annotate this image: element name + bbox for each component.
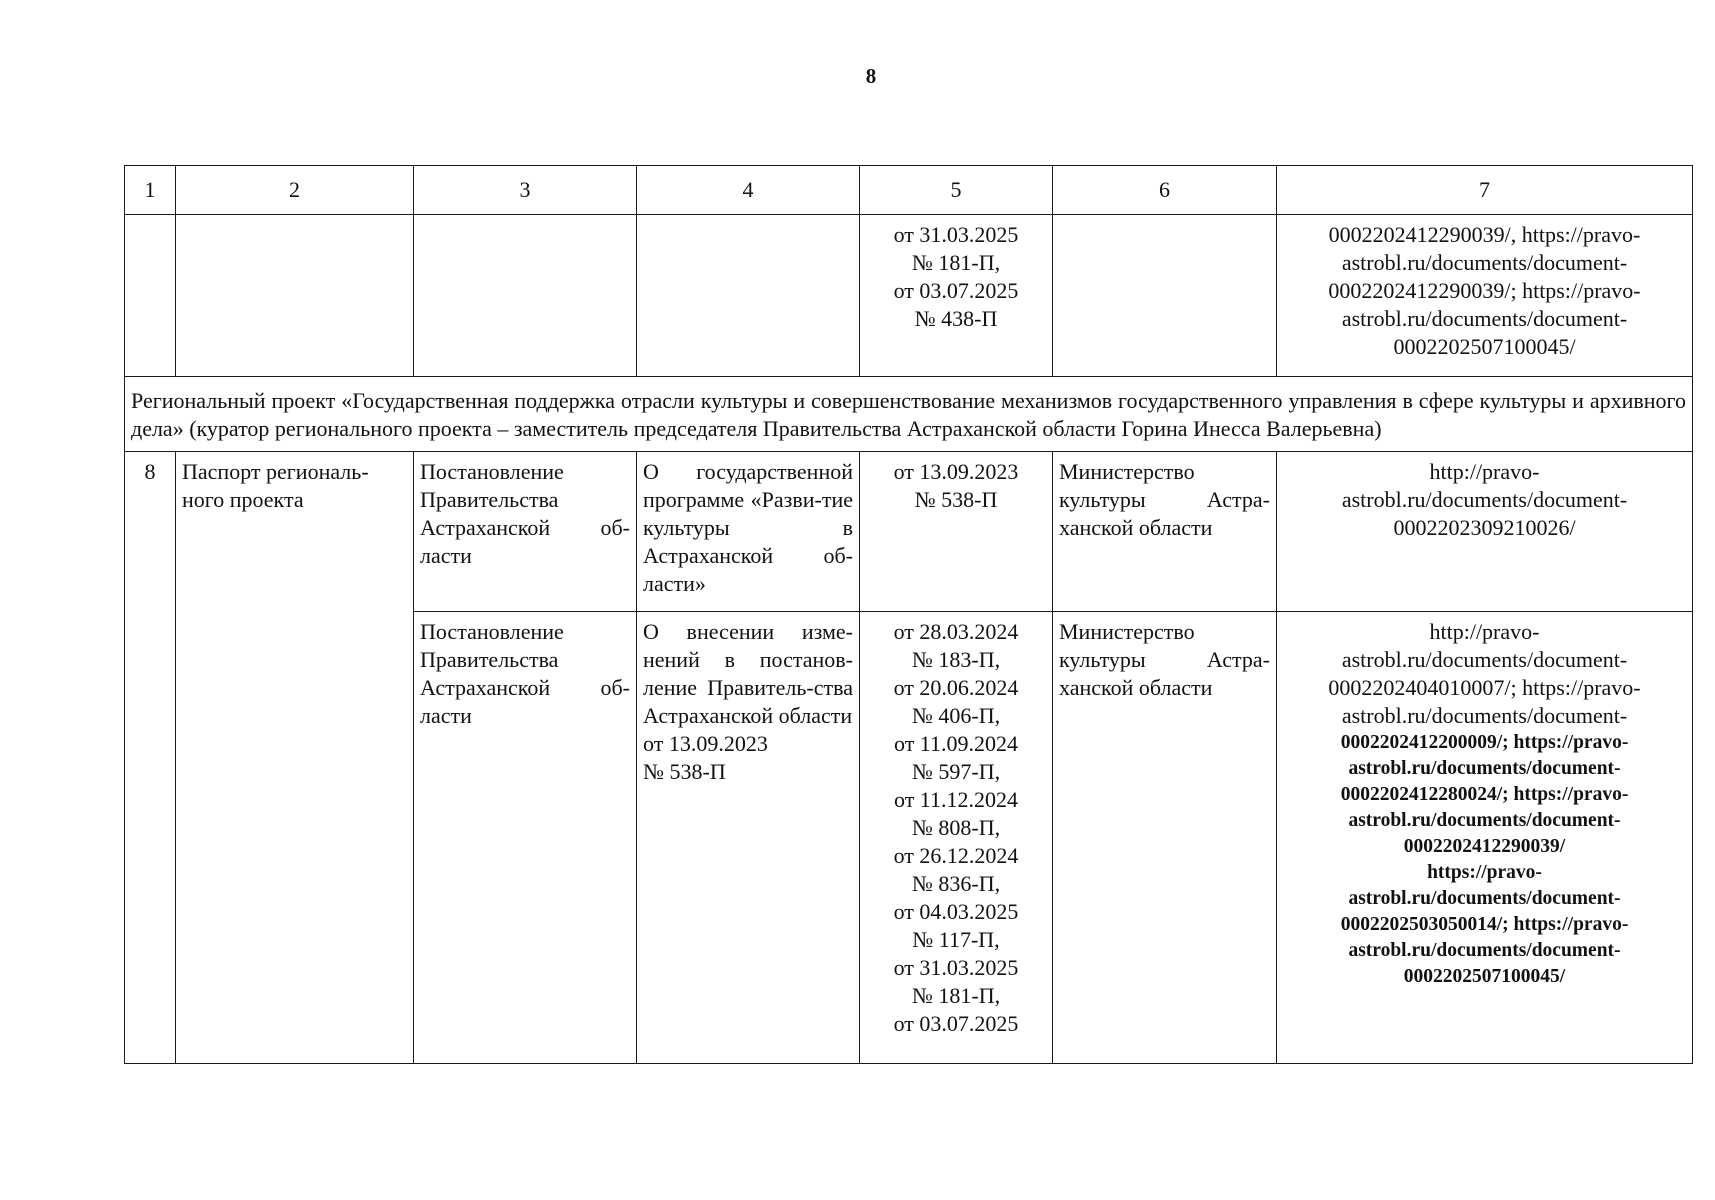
header-cell: 6 — [1053, 166, 1277, 215]
link-line: astrobl.ru/documents/document- — [1348, 758, 1621, 779]
link-line: astrobl.ru/documents/document- — [1348, 940, 1621, 961]
date-line: от 31.03.2025 — [893, 955, 1019, 980]
doc-title-number: № 538-П — [643, 759, 726, 784]
date-line: № 117-П, — [912, 927, 1000, 952]
link-line: astrobl.ru/documents/document- — [1341, 306, 1628, 331]
link-line: http://pravo- — [1429, 619, 1540, 644]
link-line: 0002202412280024/; https://pravo- — [1340, 784, 1629, 805]
empty-cell — [637, 215, 860, 377]
document-table — [124, 165, 1693, 1064]
empty-cell — [1053, 215, 1277, 377]
date-line: от 26.12.2024 — [893, 843, 1019, 868]
link-line: 0002202412290039/, https://pravo- — [1328, 222, 1641, 247]
link-line: 0002202309210026/ — [1393, 515, 1576, 540]
link-line: 0002202507100045/ — [1393, 334, 1576, 359]
doc-title-date: от 13.09.2023 — [643, 731, 768, 756]
link-line: astrobl.ru/documents/document- — [1348, 888, 1621, 909]
table-header-row — [125, 166, 1693, 215]
link-line: https://pravo- — [1427, 862, 1542, 883]
date-line: от 11.09.2024 — [893, 731, 1018, 756]
link-line: astrobl.ru/documents/document- — [1341, 487, 1628, 512]
doc-title-cell — [637, 612, 860, 1064]
date-line: № 406-П, — [911, 703, 1001, 728]
date-line: № 597-П, — [911, 759, 1001, 784]
header-cell: 1 — [125, 166, 176, 215]
doc-title-text: О внесении изме-нений в постанов-ление Правитель-ства Астраханской области — [643, 619, 853, 728]
date-line: от 31.03.2025 — [893, 222, 1019, 247]
link-line: 0002202412200009/; https://pravo- — [1340, 732, 1629, 753]
header-cell: 3 — [414, 166, 637, 215]
link-line: 0002202412290039/; https://pravo- — [1328, 278, 1641, 303]
date-line: № 808-П, — [911, 815, 1001, 840]
link-line: 0002202404010007/; https://pravo- — [1328, 675, 1641, 700]
date-line: от 13.09.2023 — [893, 459, 1019, 484]
empty-cell — [125, 215, 176, 377]
page-number: 8 — [865, 64, 877, 88]
date-line: от 03.07.2025 — [893, 278, 1019, 303]
doc-type-cell: Постановление Правительства Астраханской об-ласти — [414, 452, 637, 612]
date-line: № 181-П, — [911, 250, 1001, 275]
doc-title-cell: О государственной программе «Разви-тие культуры в Астраханской об-ласти» — [637, 452, 860, 612]
link-line: 0002202412290039/ — [1403, 836, 1566, 857]
header-cell: 2 — [176, 166, 414, 215]
header-cell: 4 — [637, 166, 860, 215]
row-number: 8 — [125, 452, 176, 1064]
empty-cell — [176, 215, 414, 377]
table-row — [125, 215, 1693, 377]
link-line: astrobl.ru/documents/document- — [1341, 703, 1628, 728]
date-line: № 836-П, — [911, 871, 1001, 896]
document-name: Паспорт региональ-ного проекта — [176, 452, 414, 1064]
empty-cell — [414, 215, 637, 377]
section-row — [125, 377, 1693, 452]
date-line: № 183-П, — [911, 647, 1001, 672]
dates-cell — [860, 215, 1053, 377]
link-line: astrobl.ru/documents/document- — [1341, 647, 1628, 672]
agency-cell: Министерство культуры Астра-ханской области — [1053, 612, 1277, 1064]
date-line: № 438-П — [914, 306, 998, 331]
dates-cell — [860, 452, 1053, 612]
date-line: № 538-П — [914, 487, 998, 512]
link-line: astrobl.ru/documents/document- — [1341, 250, 1628, 275]
section-title: Региональный проект «Государственная поддержка отрасли культуры и совершенствование механизмов государственного управления в сфере культуры и архивного дела» (куратор регионального проекта – заместитель председателя Правительства Астраханской области Горина Инесса Валерьевна) — [125, 377, 1693, 452]
date-line: от 20.06.2024 — [893, 675, 1019, 700]
date-line: от 28.03.2024 — [893, 619, 1019, 644]
date-line: от 03.07.2025 — [893, 1011, 1019, 1036]
header-cell: 7 — [1277, 166, 1693, 215]
agency-cell: Министерство культуры Астра-ханской области — [1053, 452, 1277, 612]
link-line: 0002202503050014/; https://pravo- — [1340, 914, 1629, 935]
date-line: № 181-П, — [911, 983, 1001, 1008]
date-line: от 11.12.2024 — [893, 787, 1018, 812]
link-line: 0002202507100045/ — [1403, 966, 1566, 987]
links-cell — [1277, 215, 1693, 377]
header-cell: 5 — [860, 166, 1053, 215]
date-line: от 04.03.2025 — [893, 899, 1019, 924]
link-line: astrobl.ru/documents/document- — [1348, 810, 1621, 831]
links-cell — [1277, 612, 1693, 1064]
doc-type-cell: Постановление Правительства Астраханской об-ласти — [414, 612, 637, 1064]
table-row — [125, 452, 1693, 612]
link-line: http://pravo- — [1429, 459, 1540, 484]
links-cell — [1277, 452, 1693, 612]
dates-cell — [860, 612, 1053, 1064]
